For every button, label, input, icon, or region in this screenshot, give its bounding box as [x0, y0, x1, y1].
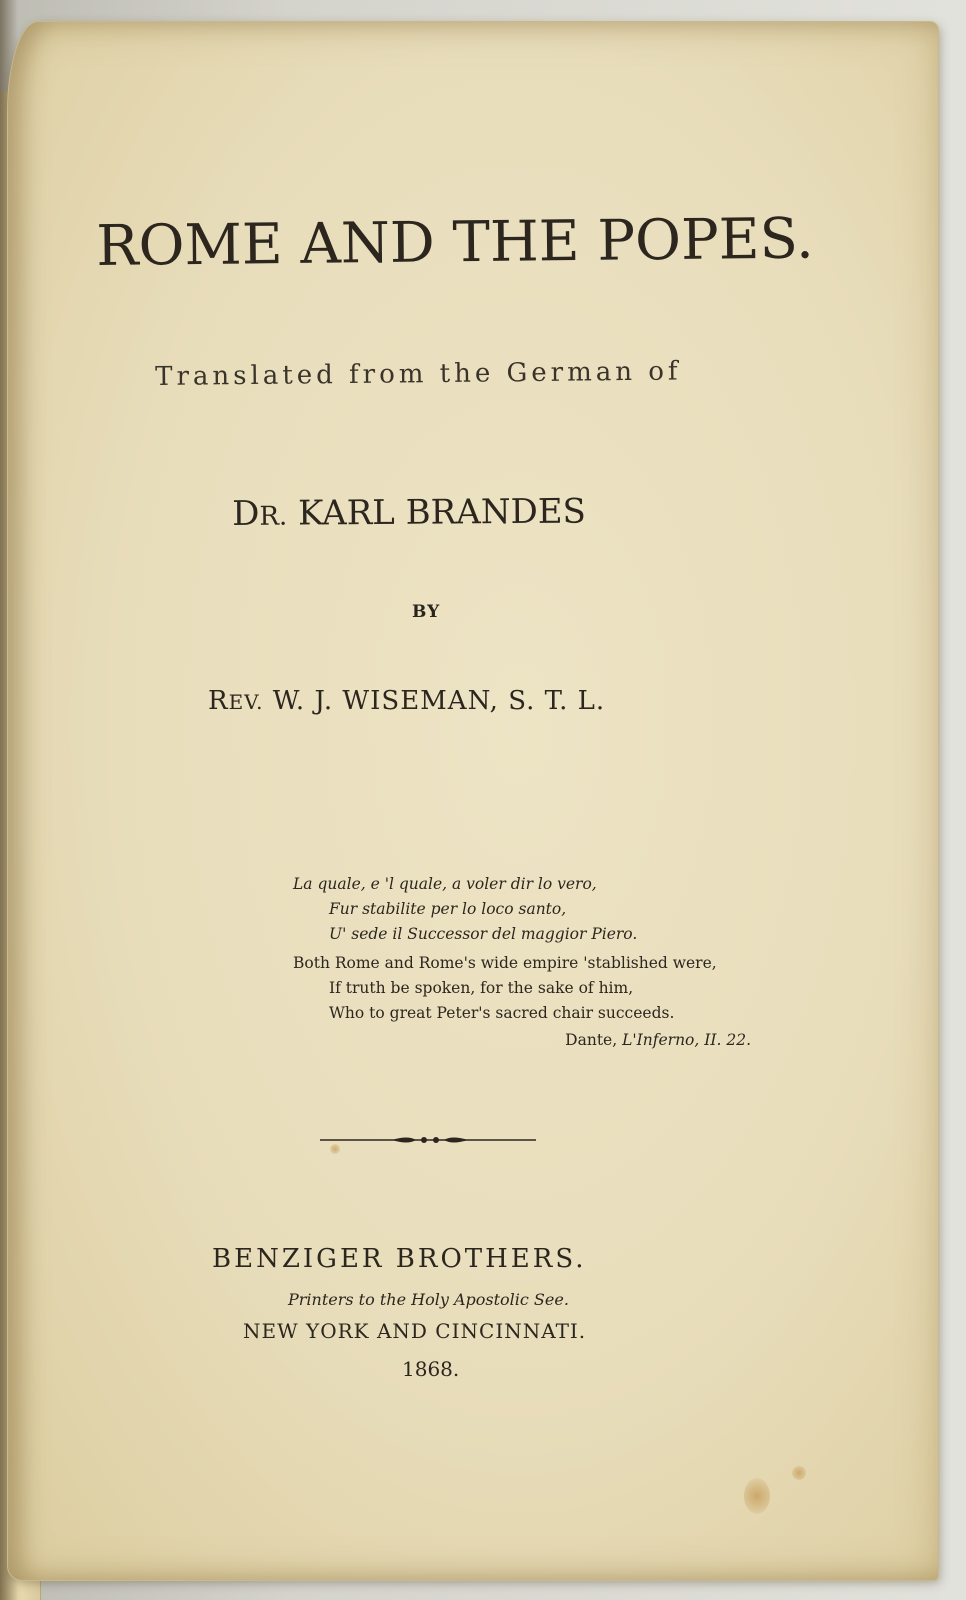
epigraph-english-line: Who to great Peter's sacred chair succeeds.	[329, 1004, 675, 1022]
author-line	[232, 492, 586, 534]
foxing-spot	[744, 1478, 770, 1514]
foxing-spot	[792, 1466, 806, 1480]
epigraph-attribution	[293, 1028, 773, 1053]
attribution-work: L'Inferno, II. 22.	[622, 1031, 751, 1049]
translator-line	[208, 686, 605, 716]
publisher-cities: NEW YORK AND CINCINNATI.	[243, 1319, 587, 1343]
publication-year: 1868.	[402, 1357, 460, 1381]
book-title: ROME AND THE POPES.	[96, 206, 815, 279]
epigraph	[293, 872, 773, 1053]
publisher-description: Printers to the Holy Apostolic See.	[288, 1290, 569, 1309]
publisher-name: BENZIGER BROTHERS.	[212, 1244, 587, 1274]
epigraph-english-line: If truth be spoken, for the sake of him,	[329, 979, 634, 997]
epigraph-italian-line: Fur stabilite per lo loco santo,	[329, 900, 567, 918]
epigraph-italian-line: La quale, e 'l quale, a voler dir lo vero,	[293, 875, 597, 893]
translated-from-line: Translated from the German of	[155, 356, 682, 392]
translator-name: W. J. WISEMAN, S. T. L.	[272, 686, 606, 716]
attribution-author: Dante,	[565, 1031, 618, 1049]
epigraph-english-line: Both Rome and Rome's wide empire 'stablished were,	[293, 954, 717, 972]
foxing-spot	[330, 1144, 340, 1154]
author-prefix-rest: R.	[259, 501, 288, 532]
translator-prefix-rest: EV.	[228, 690, 264, 714]
ornamental-rule	[320, 1132, 536, 1148]
translator-prefix-initial: R	[208, 686, 229, 716]
author-prefix-initial: D	[232, 493, 260, 534]
author-name: KARL BRANDES	[297, 491, 587, 534]
epigraph-italian-line: U' sede il Successor del maggior Piero.	[329, 925, 638, 943]
by-line: BY	[412, 602, 441, 622]
